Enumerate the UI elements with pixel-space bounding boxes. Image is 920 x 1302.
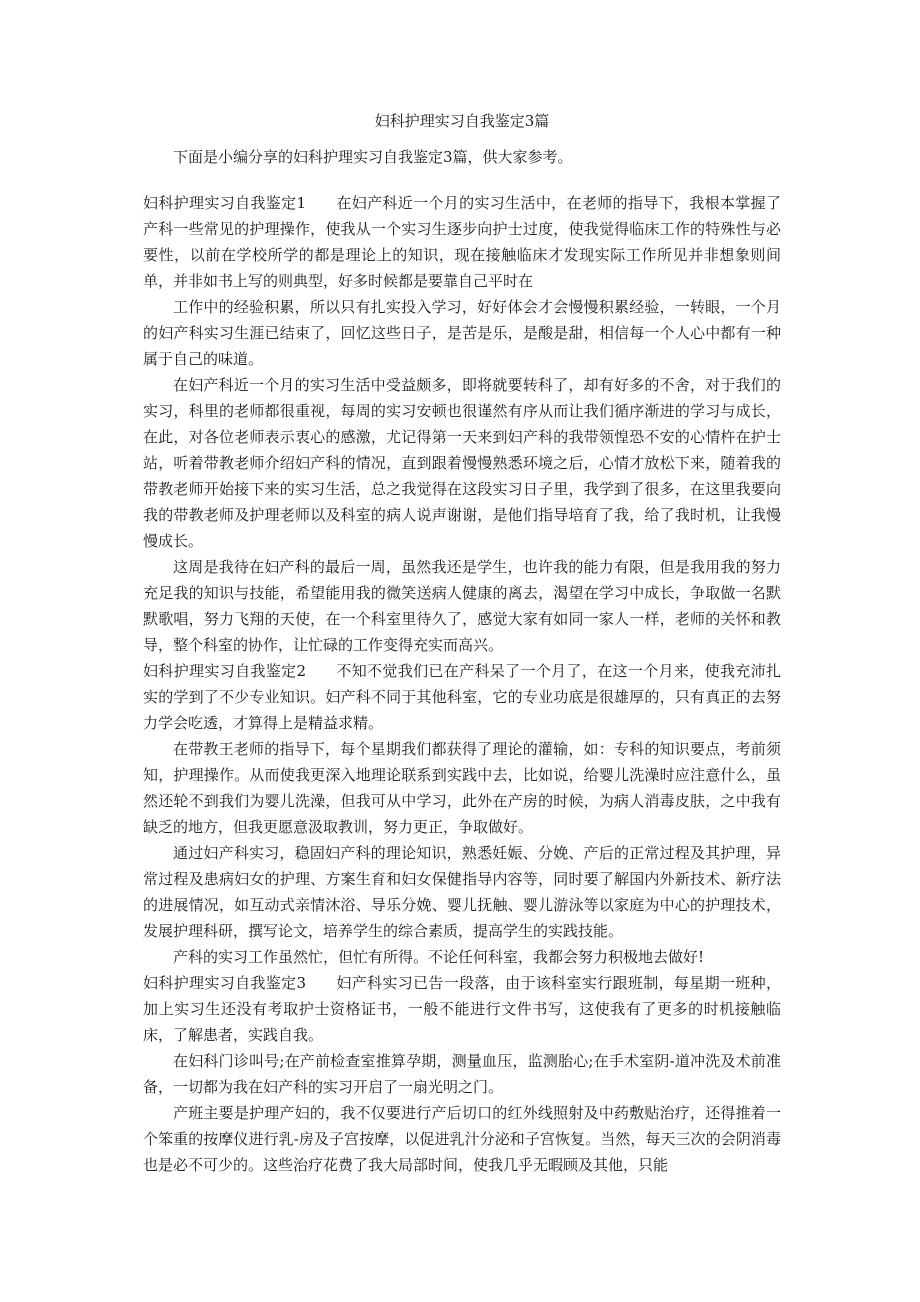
body-paragraph: 产班主要是护理产妇的，我不仅要进行产后切口的红外线照射及中药敷贴治疗，还得推着一个笨重的按摩仪进行乳-房及子宫按摩，以促进乳汁分泌和子宫恢复。当然，每天三次的会阴消毒也是必不可少的。这些治疗花费了我大局部时间，使我几乎无暇顾及其他，只能 — [143, 1104, 781, 1174]
section-lead-text: 不知不觉我们已在产科呆了一个月了，在这一个月来，使我充沛扎实的学到了不少专业知识。妇产科不同于其他科室，它的专业功底是很雄厚的，只有真正的去努力学会吃透，才算得上是精益求精。 — [143, 662, 781, 732]
document-page — [143, 108, 781, 1178]
section-3 — [143, 970, 781, 1178]
section-lead-text: 在妇产科近一个月的实习生活中，在老师的指导下，我根本掌握了产科一些常见的护理操作，使我从一个实习生逐步向护士过度，使我觉得临床工作的特殊性与必要性，以前在学校所学的都是理论上的知识，现在接触临床才发现实际工作所见并非想象则间单，并非如书上写的则典型，好多时候都是要靠自己平时在 — [143, 194, 781, 290]
body-paragraph: 通过妇产科实习，稳固妇产科的理论知识，熟悉妊娠、分娩、产后的正常过程及其护理，异常过程及患病妇女的护理、方案生育和妇女保健指导内容等，同时要了解国内外新技术、新疗法的进展情况，如互动式亲情沐浴、导乐分娩、婴儿抚触、婴儿游泳等以家庭为中心的护理技术，发展护理科研，撰写论文，培养学生的综合素质，提高学生的实践技能。 — [143, 844, 781, 940]
section-heading: 妇科护理实习自我鉴定1 — [143, 194, 306, 212]
section-lead-paragraph — [143, 970, 781, 1048]
section-heading: 妇科护理实习自我鉴定2 — [143, 662, 306, 680]
body-paragraph: 在带教王老师的指导下，每个星期我们都获得了理论的灌输，如：专科的知识要点，考前须知，护理操作。从而使我更深入地理论联系到实践中去，比如说，给婴儿洗澡时应注意什么，虽然还轮不到我们为婴儿洗澡，但我可从中学习，此外在产房的时候，为病人消毒皮肤，之中我有缺乏的地方，但我更愿意汲取教训，努力更正，争取做好。 — [143, 740, 781, 836]
section-lead-paragraph — [143, 658, 781, 736]
section-lead-paragraph — [143, 190, 781, 294]
section-lead-text: 妇产科实习已告一段落，由于该科室实行跟班制，每星期一班种，加上实习生还没有考取护士资格证书，一般不能进行文件书写，这使我有了更多的时机接触临床，了解患者，实践自我。 — [143, 974, 781, 1044]
document-title: 妇科护理实习自我鉴定3篇 — [374, 112, 550, 130]
section-2 — [143, 658, 781, 970]
body-paragraph: 产科的实习工作虽然忙，但忙有所得。不论任何科室，我都会努力积极地去做好! — [173, 948, 705, 966]
section-heading: 妇科护理实习自我鉴定3 — [143, 974, 306, 992]
intro-paragraph: 下面是小编分享的妇科护理实习自我鉴定3篇，供大家参考。 — [173, 148, 573, 166]
section-1 — [143, 190, 781, 658]
body-paragraph: 在妇产科近一个月的实习生活中受益颇多，即将就要转科了，却有好多的不舍，对于我们的实习，科里的老师都很重视，每周的实习安顿也很谨然有序从而让我们循序渐进的学习与成长，在此，对各位老师表示衷心的感激，尤记得第一天来到妇产科的我带领惶恐不安的心情杵在护士站，听着带教老师介绍妇产科的情况，直到跟着慢慢熟悉环境之后，心情才放松下来，随着我的带教老师开始接下来的实习生活，总之我觉得在这段实习日子里，我学到了很多，在这里我要向我的带教老师及护理老师以及科室的病人说声谢谢，是他们指导培育了我，给了我时机，让我慢慢成长。 — [143, 376, 781, 550]
body-paragraph: 工作中的经验积累，所以只有扎实投入学习，好好体会才会慢慢积累经验，一转眼，一个月的妇产科实习生涯已结束了，回忆这些日子，是苦是乐，是酸是甜，相信每一个人心中都有一种属于自己的味道。 — [143, 298, 781, 368]
body-paragraph: 这周是我待在妇产科的最后一周，虽然我还是学生，也许我的能力有限，但是我用我的努力充足我的知识与技能，希望能用我的微笑送病人健康的离去，渴望在学习中成长，争取做一名默默歌唱，努力飞翔的天使，在一个科室里待久了，感觉大家有如同一家人一样，老师的关怀和教导，整个科室的协作，让忙碌的工作变得充实而高兴。 — [143, 558, 781, 654]
body-paragraph: 在妇科门诊叫号;在产前检查室推算孕期，测量血压，监测胎心;在手术室阴-道冲洗及术前准备，一切都为我在妇产科的实习开启了一扇光明之门。 — [143, 1052, 781, 1096]
